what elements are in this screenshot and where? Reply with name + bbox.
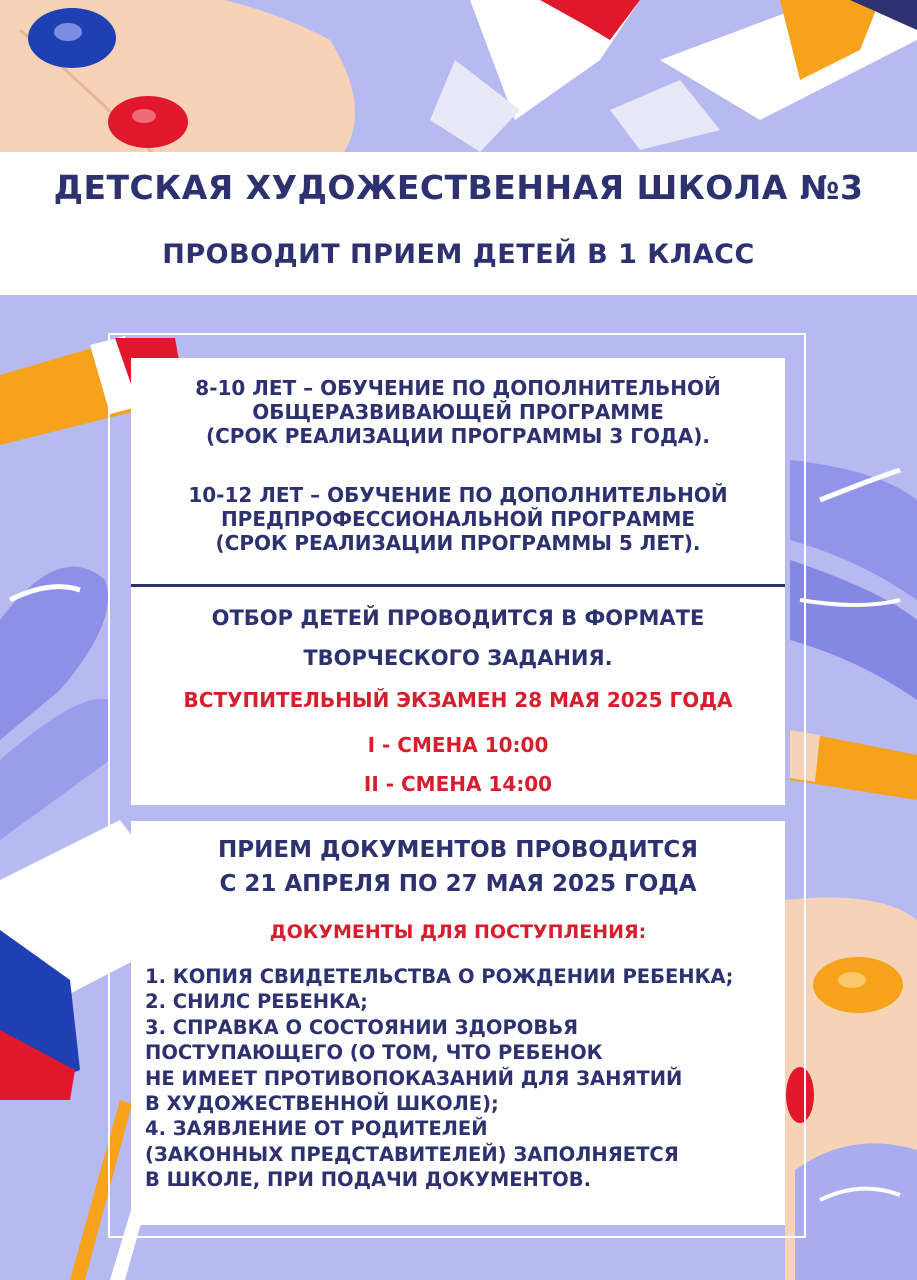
page-title: ДЕТСКАЯ ХУДОЖЕСТВЕННАЯ ШКОЛА №3 (53, 168, 864, 207)
program-line: 8-10 ЛЕТ – ОБУЧЕНИЕ ПО ДОПОЛНИТЕЛЬНОЙ (195, 376, 721, 400)
palette-top-left-icon (0, 0, 355, 170)
required-documents-title: ДОКУМЕНТЫ ДЛЯ ПОСТУПЛЕНИЯ: (269, 921, 647, 943)
intake-period (131, 833, 785, 901)
exam-shift-1: I - СМЕНА 10:00 (367, 733, 549, 757)
documents-list (145, 964, 785, 1193)
programs-panel (131, 358, 785, 805)
selection-block (131, 598, 785, 678)
program-line: (СРОК РЕАЛИЗАЦИИ ПРОГРАММЫ 3 ГОДА). (205, 424, 711, 448)
program-line: (СРОК РЕАЛИЗАЦИИ ПРОГРАММЫ 5 ЛЕТ). (215, 531, 701, 555)
program-line: ОБЩЕРАЗВИВАЮЩЕЙ ПРОГРАММЕ (252, 400, 664, 424)
pencil-right-icon (790, 730, 917, 800)
list-item: 1. КОПИЯ СВИДЕТЕЛЬСТВА О РОЖДЕНИИ РЕБЕНКА; (145, 965, 734, 988)
program-block-10-12 (131, 483, 785, 555)
brush-strokes-left-icon (0, 567, 110, 840)
program-block-8-10 (131, 376, 785, 448)
list-item: 4. ЗАЯВЛЕНИЕ ОТ РОДИТЕЛЕЙ (145, 1117, 488, 1141)
header-banner (0, 152, 917, 295)
documents-panel (131, 821, 785, 1225)
list-item: ПОСТУПАЮЩЕГО (О ТОМ, ЧТО РЕБЕНОК (145, 1041, 603, 1065)
list-item: В ХУДОЖЕСТВЕННОЙ ШКОЛЕ); (145, 1092, 499, 1116)
exam-title: ВСТУПИТЕЛЬНЫЙ ЭКЗАМЕН 28 МАЯ 2025 ГОДА (183, 688, 733, 712)
paint-tube-top-right-icon (610, 0, 917, 150)
selection-line: ТВОРЧЕСКОГО ЗАДАНИЯ. (303, 646, 613, 670)
list-item: НЕ ИМЕЕТ ПРОТИВОПОКАЗАНИЙ ДЛЯ ЗАНЯТИЙ (145, 1066, 683, 1090)
intake-line: С 21 АПРЕЛЯ ПО 27 МАЯ 2025 ГОДА (219, 871, 697, 897)
paint-tube-top-icon (430, 0, 640, 152)
program-line: ПРЕДПРОФЕССИОНАЛЬНОЙ ПРОГРАММЕ (220, 507, 696, 531)
list-item: 3. СПРАВКА О СОСТОЯНИИ ЗДОРОВЬЯ (145, 1015, 579, 1039)
selection-line: ОТБОР ДЕТЕЙ ПРОВОДИТСЯ В ФОРМАТЕ (211, 606, 705, 630)
section-divider (131, 584, 785, 587)
intake-line: ПРИЕМ ДОКУМЕНТОВ ПРОВОДИТСЯ (218, 837, 698, 863)
program-line: 10-12 ЛЕТ – ОБУЧЕНИЕ ПО ДОПОЛНИТЕЛЬНОЙ (188, 483, 728, 507)
brush-strokes-right-icon (790, 460, 917, 700)
list-item: В ШКОЛЕ, ПРИ ПОДАЧИ ДОКУМЕНТОВ. (145, 1168, 592, 1192)
page-subtitle: ПРОВОДИТ ПРИЕМ ДЕТЕЙ В 1 КЛАСС (162, 239, 755, 270)
exam-shift-2: II - СМЕНА 14:00 (363, 772, 553, 796)
list-item: (ЗАКОННЫХ ПРЕДСТАВИТЕЛЕЙ) ЗАПОЛНЯЕТСЯ (145, 1142, 679, 1166)
list-item: 2. СНИЛС РЕБЕНКА; (145, 990, 368, 1014)
